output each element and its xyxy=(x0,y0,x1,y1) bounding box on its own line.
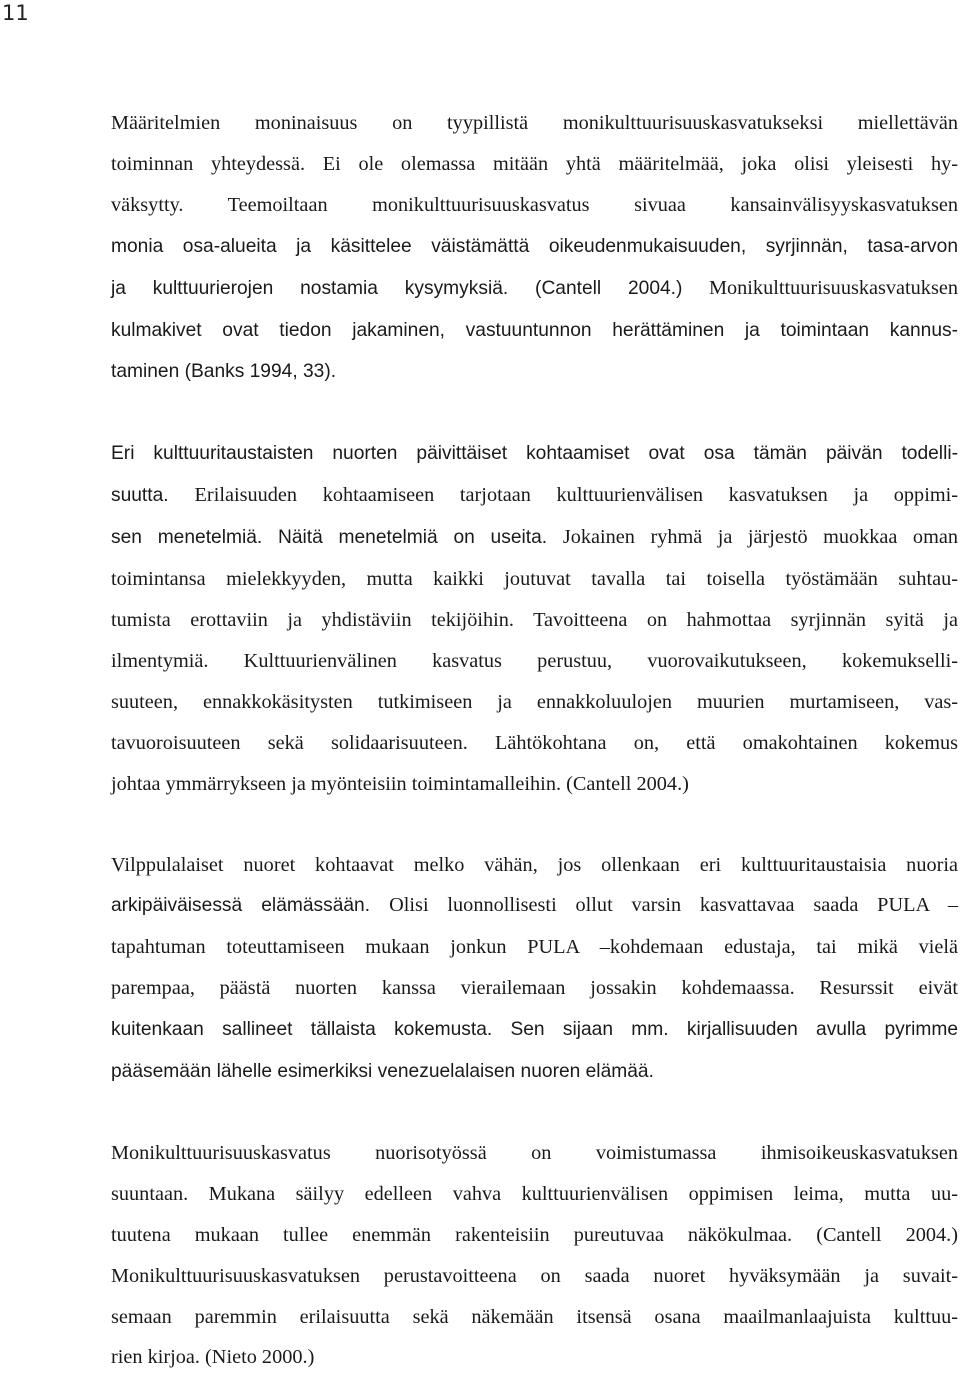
text-line xyxy=(111,723,958,764)
text-segment: taminen (Banks 1994, 33). xyxy=(111,361,337,383)
paragraph xyxy=(111,1133,958,1378)
text-line xyxy=(111,682,958,723)
text-line xyxy=(111,845,958,886)
text-segment: Monikulttuurisuuskasvatus nuorisotyössä on voimistumassa ihmisoikeuskasvatuksen xyxy=(111,1141,958,1164)
text-line xyxy=(111,1051,958,1093)
document-body xyxy=(111,103,958,1378)
text-segment: parempaa, päästä nuorten kanssa vierailemaan jossakin kohdemaassa. Resurssit eivät xyxy=(111,977,958,1000)
text-segment: semaan paremmin erilaisuutta sekä näkemään itsensä osana maailmanlaajuista kulttuu- xyxy=(111,1305,958,1328)
text-segment: pääsemään lähelle esimerkiksi venezuelalaisen nuoren elämää. xyxy=(111,1061,654,1083)
text-line xyxy=(111,764,958,805)
text-line xyxy=(111,351,958,393)
text-segment: Määritelmien moninaisuus on tyypillistä monikulttuurisuuskasvatukseksi miellettävän xyxy=(111,112,958,134)
text-segment: suuteen, ennakkokäsitysten tutkimiseen ja ennakkoluulojen muurien murtamiseen, vas- xyxy=(111,690,958,713)
text-segment: tapahtuman toteuttamiseen mukaan jonkun PULA –kohdemaan edustaja, tai mikä vielä xyxy=(111,936,958,959)
text-segment: tavuoroisuuteen sekä solidaarisuuteen. Lähtökohtana on, että omakohtainen kokemus xyxy=(111,731,958,754)
text-line xyxy=(111,185,958,226)
text-line xyxy=(111,641,958,682)
text-segment: arkipäiväisessä elämässään. xyxy=(111,895,390,917)
paragraph xyxy=(111,433,958,804)
text-segment: väksytty. Teemoiltaan monikulttuurisuuskasvatus sivuaa kansainvälisyyskasvatuksen xyxy=(111,193,958,216)
text-line xyxy=(111,600,958,641)
text-segment: Olisi luonnollisesti ollut varsin kasvattavaa saada PULA – xyxy=(389,894,958,917)
text-segment: Vilppulalaiset nuoret kohtaavat melko vähän, jos ollenkaan eri kulttuuritaustaisia nuoria xyxy=(111,853,958,876)
text-segment: johtaa ymmärrykseen ja myönteisiin toimintamalleihin. (Cantell 2004.) xyxy=(111,772,689,795)
text-line xyxy=(111,433,958,475)
text-segment: Jokainen ryhmä ja järjestö muokkaa oman xyxy=(562,526,958,549)
text-segment: Monikulttuurisuuskasvatuksen perustavoitteena on saada nuoret hyväksymään ja suvait- xyxy=(111,1264,958,1287)
text-segment: ilmentymiä. Kulttuurienvälinen kasvatus perustuu, vuorovaikutukseen, kokemukselli- xyxy=(111,649,958,672)
text-line xyxy=(111,268,958,310)
paragraph xyxy=(111,103,958,393)
text-line xyxy=(111,1133,958,1174)
page-number: 11 xyxy=(2,1,29,25)
text-segment: tumista erottaviin ja yhdistäviin tekijöihin. Tavoitteena on hahmottaa syrjinnän syitä ja xyxy=(111,608,958,631)
text-segment: suuntaan. Mukana säilyy edelleen vahva kulttuurienvälisen oppimisen leima, mutta uu- xyxy=(111,1182,958,1205)
text-segment: sen menetelmiä. Näitä menetelmiä on useita. xyxy=(111,527,563,549)
text-line xyxy=(111,475,958,517)
text-line xyxy=(111,1256,958,1297)
text-segment: rien kirjoa. (Nieto 2000.) xyxy=(111,1346,315,1369)
text-segment: kulmakivet ovat tiedon jakaminen, vastuuntunnon herättäminen ja toimintaan kannus- xyxy=(111,319,958,341)
text-segment: suutta. xyxy=(111,485,195,507)
text-line xyxy=(111,1009,958,1051)
text-line xyxy=(111,226,958,268)
text-segment: toimintansa mielekkyyden, mutta kaikki joutuvat tavalla tai toisella työstämään suhtau- xyxy=(111,568,958,591)
text-line xyxy=(111,1337,958,1378)
text-line xyxy=(111,927,958,968)
text-segment: ja kulttuurierojen nostamia kysymyksiä. (Cantell 2004.) xyxy=(111,277,683,299)
text-segment: Eri kulttuuritaustaisten nuorten päivittäiset kohtaamiset ovat osa tämän päivän todelli- xyxy=(111,443,958,465)
text-line xyxy=(111,1297,958,1338)
text-line xyxy=(111,1174,958,1215)
text-segment: toiminnan yhteydessä. Ei ole olemassa mitään yhtä määritelmää, joka olisi yleisesti hy- xyxy=(111,152,958,175)
text-segment: monia osa-alueita ja käsittelee väistämättä oikeudenmukaisuuden, syrjinnän, tasa-arvon xyxy=(111,235,958,257)
text-segment: Erilaisuuden kohtaamiseen tarjotaan kulttuurienvälisen kasvatuksen ja oppimi- xyxy=(194,484,958,507)
text-line xyxy=(111,144,958,185)
text-segment: tuutena mukaan tullee enemmän rakenteisiin pureutuvaa näkökulmaa. (Cantell 2004.) xyxy=(111,1223,958,1246)
text-line xyxy=(111,517,958,559)
text-line xyxy=(111,1215,958,1256)
text-line xyxy=(111,310,958,352)
text-segment: Monikulttuurisuuskasvatuksen xyxy=(682,276,958,299)
text-line xyxy=(111,103,958,144)
text-segment: kuitenkaan sallineet tällaista kokemusta. Sen sijaan mm. kirjallisuuden avulla pyrimme xyxy=(111,1019,958,1041)
text-line xyxy=(111,559,958,600)
text-line xyxy=(111,885,958,927)
paragraph xyxy=(111,845,958,1093)
text-line xyxy=(111,968,958,1009)
